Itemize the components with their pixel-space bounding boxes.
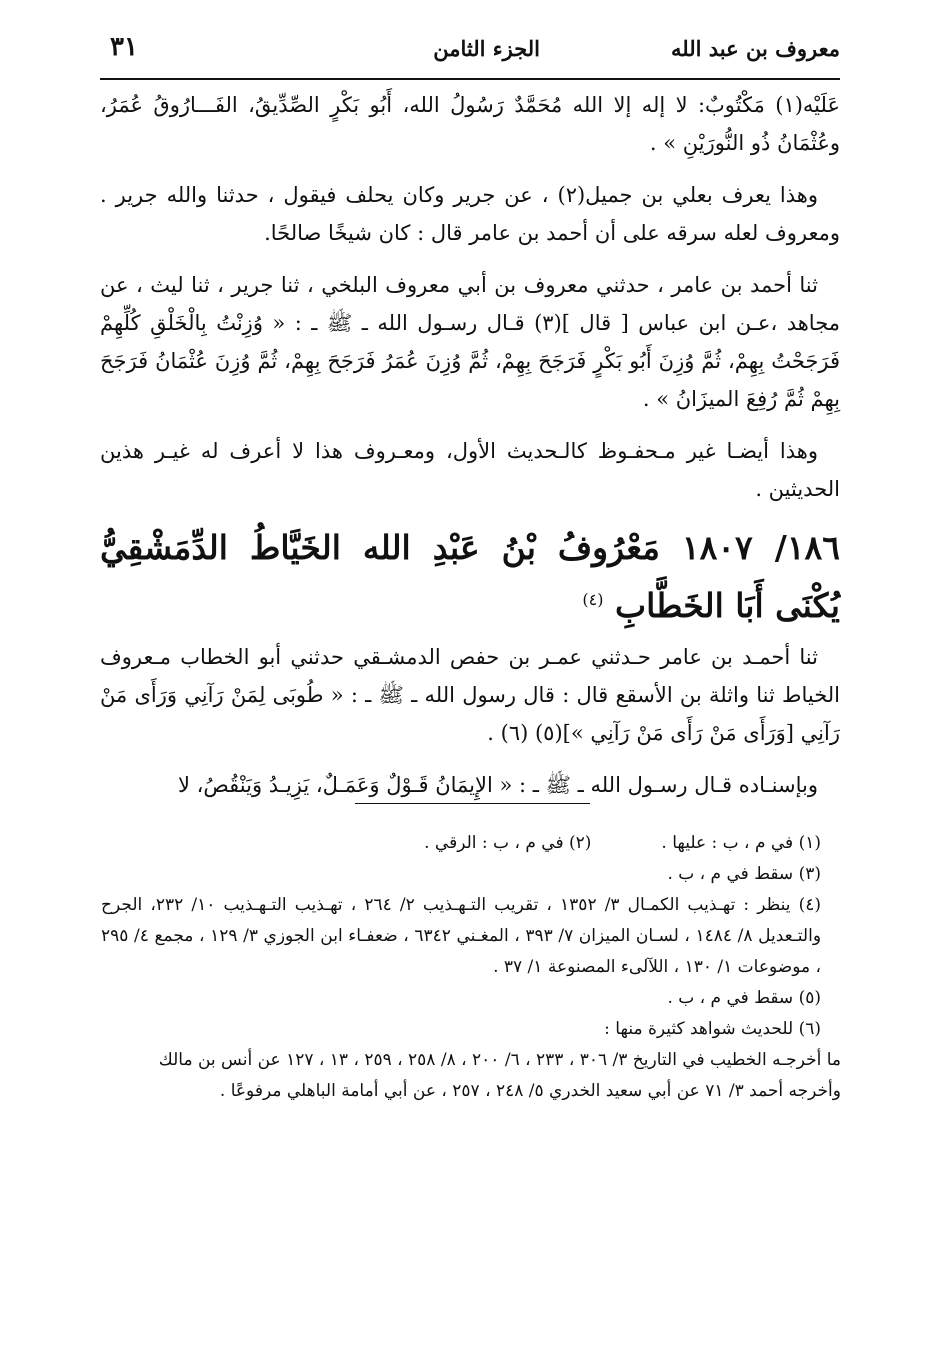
footnote: (١) في م ، ب : عليها .: [661, 833, 821, 853]
footnote: وأخرجه أحمد ٣/ ٧١ عن أبي سعيد الخدري ٥/ ٢٤٨ ، ٢٥٧ ، عن أبي أمامة الباهلي مرفوعًا .: [219, 1081, 841, 1101]
page-number: ٣١: [110, 32, 138, 62]
footnote: (٢) في م ، ب : الرقي .: [424, 833, 592, 853]
footnote: (٥) سقط في م ، ب .: [667, 988, 821, 1008]
book-page: [100, 30, 840, 818]
paragraph: وبإسنـاده قـال رسـول الله ـ ﷺ ـ : « الإِيمَانُ قَـوْلٌ وَعَمَـلٌ، يَزِيـدُ وَيَنْقُصُ، لا: [178, 773, 818, 797]
footnotes: [101, 828, 841, 1107]
paragraph: ثنا أحمـد بن عامر حـدثني عمـر بن حفص الدمشـقي حدثني أبو الخطاب مـعروف الخياط ثنا واثلة بن الأسقع قال : قال رسول الله ـ ﷺ ـ : « طُوبَى لِمَنْ رَآنِي وَرَأَى مَنْ رَآنِي [وَرَأَى مَنْ رَأَى مَنْ رَآنِي »](٥) (٦) .: [100, 645, 840, 745]
main-text: [100, 86, 840, 804]
header-rule: [100, 78, 840, 80]
footnote: (٤) ينظر : تهـذيب الكمـال ٣/ ١٣٥٢ ، تقريب التـهـذيب ٢/ ٢٦٤ ، تهـذيب التـهـذيب ١٠/ ٢٣٢، الجرح والتـعديل ٨/ ١٤٨٤ ، لسـان الميزان ٧/ ٣٩٣ ، المغـني ٦٣٤٢ ، ضعفـاء ابن الجوزي ٣/ ١٢٩ ، مجمع ٤/ ٢٩٥ ، موضوعات ١/ ١٣٠ ، اللآلىء المصنوعة ١/ ٣٧ .: [101, 895, 822, 977]
heading-footnote-ref: (٤): [582, 590, 604, 609]
page-header: [100, 30, 840, 78]
paragraph: عَلَيْه(١) مَكْتُوبٌ: لا إله إلا الله مُحَمَّدٌ رَسُولُ الله، أَبُو بَكْرٍ الصِّدِّيقُ، الفَـــارُوقُ عُمَرُ، وعُثْمَانُ ذُو النُّورَيْنِ » .: [100, 93, 840, 155]
entry-heading: [100, 522, 840, 632]
entry-heading-text: ١٨٦/ ١٨٠٧ مَعْرُوفُ بْنُ عَبْدِ الله الخَيَّاطُ الدِّمَشْقِيُّ يُكْنَى أَبَا الخَطَّابِ: [100, 528, 840, 625]
footnote: (٣) سقط في م ، ب .: [667, 864, 821, 884]
footnote-row: [101, 828, 821, 859]
footnote: (٦) للحديث شواهد كثيرة منها :: [604, 1019, 821, 1039]
volume-label: الجزء الثامن: [433, 36, 540, 61]
paragraph: وهذا يعرف بعلي بن جميل(٢) ، عن جرير وكان يحلف فيقول ، حدثنا والله جرير . ومعروف لعله سرقه على أن أحمد بن عامر قال : كان شيخًا صالحًا.: [100, 183, 840, 245]
footnote: ما أخرجـه الخطيب في التاريخ ٣/ ٣٠٦ ، ٢٣٣ ، ٦/ ٢٠٠ ، ٨/ ٢٥٨ ، ٢٥٩ ، ١٣ ، ١٢٧ عن أنس بن مالك: [158, 1050, 841, 1070]
running-title: معروف بن عبد الله: [671, 36, 840, 61]
paragraph: وهذا أيضـا غير مـحفـوظ كالـحديث الأول، ومعـروف هذا لا أعرف له غيـر هذين الحديثين .: [100, 439, 840, 501]
footnote-rule: [355, 803, 590, 804]
paragraph: ثنا أحمد بن عامر ، حدثني معروف بن أبي معروف البلخي ، ثنا جرير ، ثنا ليث ، عن مجاهد ،عـن ابن عباس [ قال ](٣) قـال رسـول الله ـ ﷺ ـ : « وُزِنْتُ بِالْخَلْقِ كُلِّهِمْ فَرَجَحْتُ بِهِمْ، ثُمَّ وُزِنَ أَبُو بَكْرٍ فَرَجَحَ بِهِمْ، ثُمَّ وُزِنَ عُمَرُ فَرَجَحَ بِهِمْ، ثُمَّ وُزِنَ عُثْمَانُ فَرَجَحَ بِهِمْ ثُمَّ رُفِعَ الميزَانُ » .: [100, 273, 840, 411]
